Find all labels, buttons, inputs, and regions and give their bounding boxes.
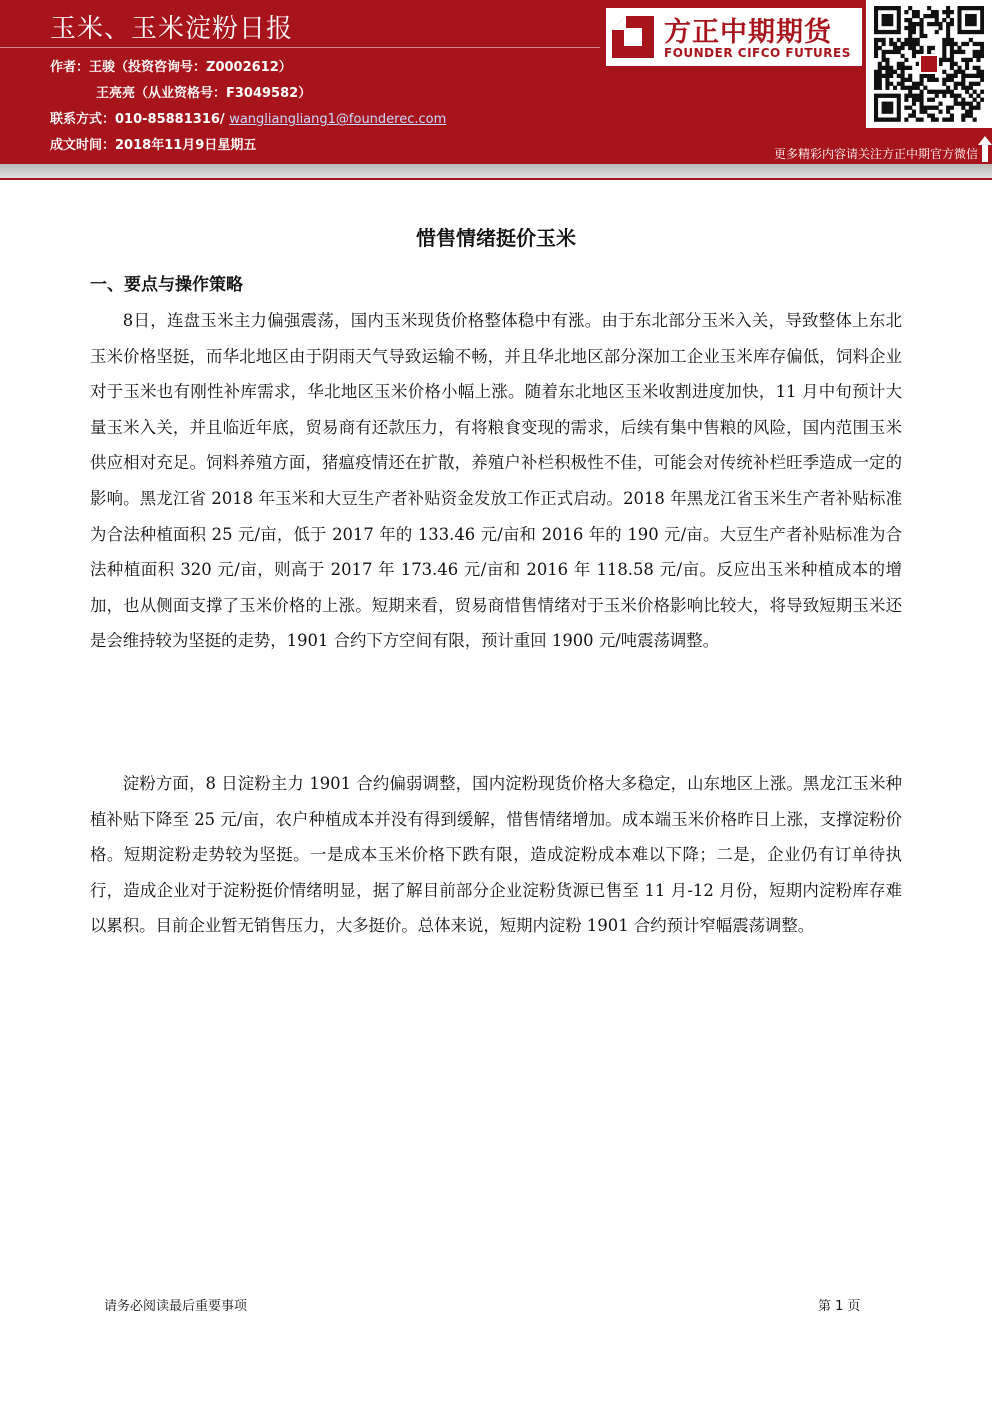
paragraph-text: 8日，连盘玉米主力偏强震荡，国内玉米现货价格整体稳中有涨。由于东北部分玉米入关，导致整体上东北玉米价格坚挺，而华北地区由于阴雨天气导致运输不畅，并且华北地区部分深加工企业玉米库存偏低，饲料企业对于玉米也有刚性补库需求，华北地区玉米价格小幅上涨。随着东北地区玉米收割进度加快，11 月中旬预计大量玉米入关，并且临近年底，贸易商有还款压力，有将粮食变现的需求，后续有集中售粮的风险，国内范围玉米供应相对充足。饲料养殖方面，猪瘟疫情还在扩散，养殖户补栏积极性不佳，可能会对传统补栏旺季造成一定的影响。黑龙江省 2018 年玉米和大豆生产者补贴资金发放工作正式启动。2018 年黑龙江省玉米生产者补贴标准为合法种植面积 25 元/亩，低于 2017 年的 133.46 元/亩和 2016 年的 190 元/亩。大豆生产者补贴标准为合法种植面积 320 元/亩，则高于 2017 年 173.46 元/亩和 2016 年 118.58 元/亩。反应出玉米种植成本的增加，也从侧面支撑了玉米价格的上涨。短期来看，贸易商惜售情绪对于玉米价格影响比较大，将导致短期玉米还是会维持较为坚挺的走势，1901 合约下方空间有限，预计重回 1900 元/吨震荡调整。 — [90, 311, 902, 651]
brand-logo — [606, 8, 862, 66]
founder-logo-icon — [610, 14, 656, 60]
contact-phone: 010-85881316/ — [115, 112, 230, 127]
author-2: 王亮亮（从业资格号：F3049582） — [96, 86, 312, 101]
date-value: 2018年11月9日星期五 — [115, 138, 257, 153]
author-line-2 — [96, 82, 311, 101]
qr-code-icon — [874, 6, 984, 122]
body-paragraph-2 — [90, 766, 902, 944]
author-label: 作者： — [50, 60, 90, 75]
author-1: 王骏（投资咨询号：Z0002612） — [89, 60, 292, 75]
report-header — [0, 0, 992, 164]
document-title: 惜售情绪挺价玉米 — [416, 226, 576, 250]
logo-text-en: FOUNDER CIFCO FUTURES — [664, 46, 851, 60]
date-line — [50, 134, 256, 153]
page-number: 第 1 页 — [818, 1299, 861, 1314]
contact-line — [50, 108, 446, 127]
contact-label: 联系方式： — [50, 112, 116, 127]
date-label: 成文时间： — [50, 138, 116, 153]
footer-notice: 请务必阅读最后重要事项 — [104, 1299, 248, 1314]
title-divider — [0, 47, 600, 48]
report-title: 玉米、玉米淀粉日报 — [50, 14, 294, 44]
contact-email-link[interactable]: wangliangliang1@founderec.com — [229, 112, 447, 127]
header-rule — [0, 178, 992, 180]
arrow-up-icon[interactable] — [978, 136, 992, 162]
section-heading: 一、要点与操作策略 — [90, 275, 243, 295]
qr-code — [866, 0, 992, 128]
author-line-1 — [50, 56, 292, 75]
logo-text-cn: 方正中期期货 — [664, 17, 832, 48]
follow-wechat-text: 更多精彩内容请关注方正中期官方微信 — [773, 147, 978, 161]
body-paragraph-1 — [90, 303, 902, 659]
paragraph-text: 淀粉方面，8 日淀粉主力 1901 合约偏弱调整，国内淀粉现货价格大多稳定，山东地区上涨。黑龙江玉米种植补贴下降至 25 元/亩，农户种植成本并没有得到缓解，惜售情绪增加。成本端玉米价格昨日上涨，支撑淀粉价格。短期淀粉走势较为坚挺。一是成本玉米价格下跌有限，造成淀粉成本难以下降；二是，企业仍有订单待执行，造成企业对于淀粉挺价情绪明显，据了解目前部分企业淀粉货源已售至 11 月-12 月份，短期内淀粉库存难以累积。目前企业暂无销售压力，大多挺价。总体来说，短期内淀粉 1901 合约预计窄幅震荡调整。 — [90, 774, 902, 936]
